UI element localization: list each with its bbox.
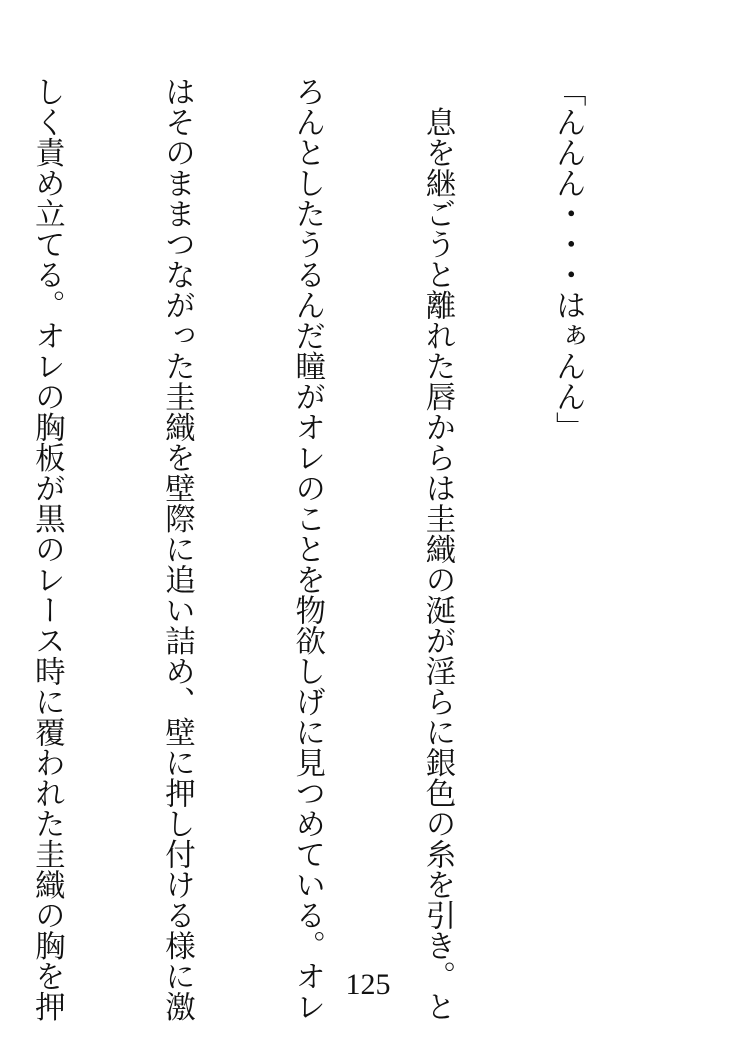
text-line: 「んんん・・・はぁんん」 xyxy=(550,76,586,442)
text-line: 息を継ごうと離れた唇からは圭織の涎が淫らに銀色の糸を引き。と xyxy=(419,76,455,1022)
page-number: 125 xyxy=(345,968,391,1001)
text-line: ろんとしたうるんだ瞳がオレのことを物欲しげに見つめている。オレ xyxy=(289,76,325,1022)
text-line: しく責め立てる。オレの胸板が黒のレース時に覆われた圭織の胸を押 xyxy=(29,76,65,1022)
text-line: はそのままつながった圭織を壁際に追い詰め、壁に押し付ける様に激 xyxy=(159,76,195,1022)
